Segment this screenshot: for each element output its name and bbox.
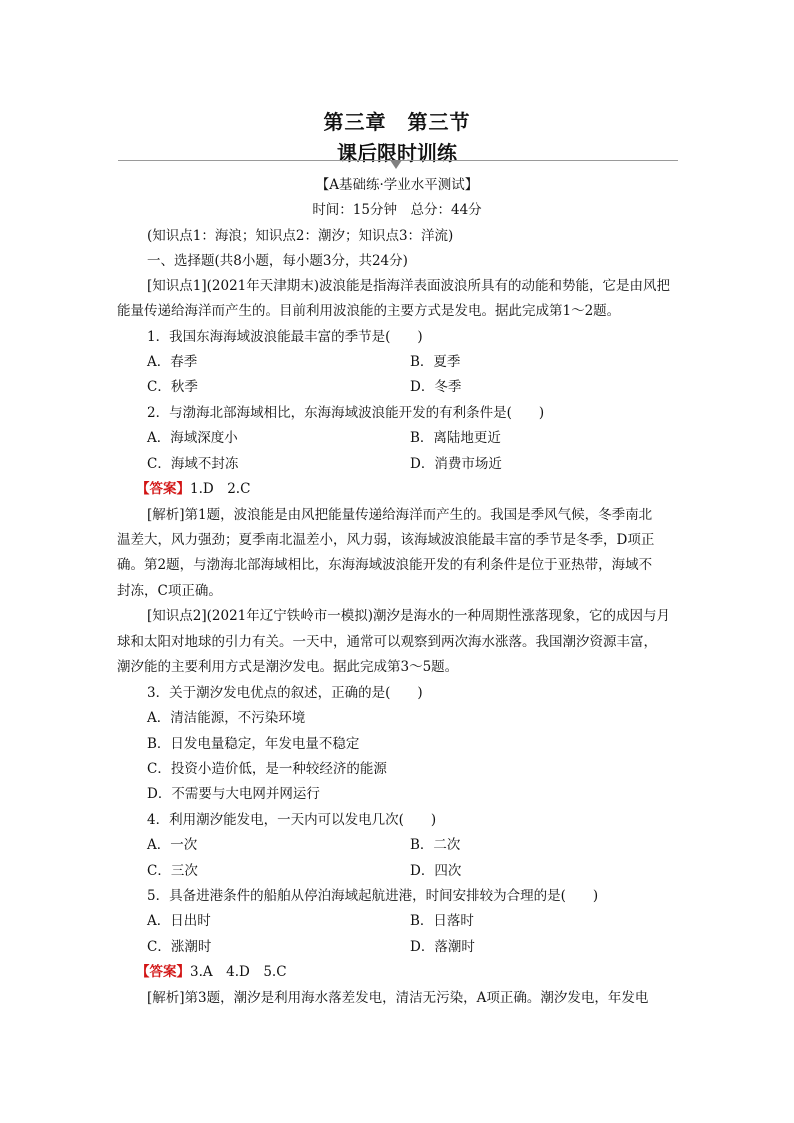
section-heading: 一、选择题(共8小题，每小题3分，共24分) <box>147 253 408 269</box>
q1-option-b: B．夏季 <box>410 354 461 370</box>
answer-line-2 <box>136 963 287 981</box>
answer-text: 1.D 2.C <box>190 481 251 497</box>
answer-line-1 <box>136 480 250 498</box>
q5-stem: 5．具备进港条件的船舶从停泊海域起航进港，时间安排较为合理的是( ) <box>147 888 599 904</box>
answer-tag: 【答案】 <box>136 964 190 980</box>
passage1-line1: [知识点1](2021年天津期末)波浪能是指海洋表面波浪所具有的动能和势能，它是由风把 <box>147 278 671 294</box>
q4-option-d: D．四次 <box>410 863 462 879</box>
answer-tag: 【答案】 <box>136 481 190 497</box>
q1-option-d: D．冬季 <box>410 379 462 395</box>
q4-option-c: C．三次 <box>147 863 198 879</box>
page-subtitle: 课后限时训练 <box>337 141 457 165</box>
q5-option-d: D．落潮时 <box>410 939 475 955</box>
q5-option-a: A．日出时 <box>147 913 211 929</box>
q5-option-c: C．涨潮时 <box>147 939 212 955</box>
time-line: 时间：15分钟 总分：44分 <box>312 202 482 218</box>
knowledge-points: (知识点1：海浪；知识点2：潮汐；知识点3：洋流) <box>147 228 454 244</box>
passage2-line2: 球和太阳对地球的引力有关。一天中，通常可以观察到两次海水涨落。我国潮汐资源丰富， <box>117 634 657 650</box>
q3-option-d: D．不需要与大电网并网运行 <box>147 786 320 802</box>
answer-text: 3.A 4.D 5.C <box>190 964 287 980</box>
q2-option-a: A．海域深度小 <box>147 430 238 446</box>
q2-stem: 2．与渤海北部海域相比，东海海域波浪能开发的有利条件是( ) <box>147 405 545 421</box>
analysis1-line2: 温差大，风力强劲；夏季南北温差小，风力弱，该海域波浪能最丰富的季节是冬季，D项正 <box>117 532 655 548</box>
divider-triangle-icon <box>390 160 402 169</box>
q3-option-c: C．投资小造价低，是一种较经济的能源 <box>147 761 387 777</box>
q2-option-c: C．海域不封冻 <box>147 456 239 472</box>
q4-option-b: B．二次 <box>410 837 461 853</box>
q5-option-b: B．日落时 <box>410 913 474 929</box>
q1-option-a: A．春季 <box>147 354 198 370</box>
analysis2-line1: [解析]第3题，潮汐是利用海水落差发电，清洁无污染，A项正确。潮汐发电，年发电 <box>147 990 649 1006</box>
passage2-line1: [知识点2](2021年辽宁铁岭市一模拟)潮汐是海水的一种周期性涨落现象，它的成因与月 <box>147 608 671 624</box>
chapter-title: 第三章 第三节 <box>323 110 471 134</box>
q4-stem: 4．利用潮汐能发电，一天内可以发电几次( ) <box>147 812 437 828</box>
q1-option-c: C．秋季 <box>147 379 198 395</box>
q3-option-b: B．日发电量稳定，年发电量不稳定 <box>147 736 360 752</box>
passage2-line3: 潮汐能的主要利用方式是潮汐发电。据此完成第3～5题。 <box>117 659 459 675</box>
analysis1-line4: 封冻，C项正确。 <box>117 583 222 599</box>
q3-option-a: A．清洁能源，不污染环境 <box>147 710 306 726</box>
q2-option-d: D．消费市场近 <box>410 456 502 472</box>
q3-stem: 3．关于潮汐发电优点的叙述，正确的是( ) <box>147 685 423 701</box>
section-label: 【A基础练·学业水平测试】 <box>315 177 479 193</box>
passage1-line2: 能量传递给海洋而产生的。目前利用波浪能的主要方式是发电。据此完成第1～2题。 <box>117 303 621 319</box>
q2-option-b: B．离陆地更近 <box>410 430 501 446</box>
q4-option-a: A．一次 <box>147 837 198 853</box>
analysis1-line1: [解析]第1题，波浪能是由风把能量传递给海洋而产生的。我国是季风气候，冬季南北 <box>147 507 653 523</box>
q1-stem: 1．我国东海海域波浪能最丰富的季节是( ) <box>147 329 423 345</box>
analysis1-line3: 确。第2题，与渤海北部海域相比，东海海域波浪能开发的有利条件是位于亚热带，海域不 <box>117 557 653 573</box>
